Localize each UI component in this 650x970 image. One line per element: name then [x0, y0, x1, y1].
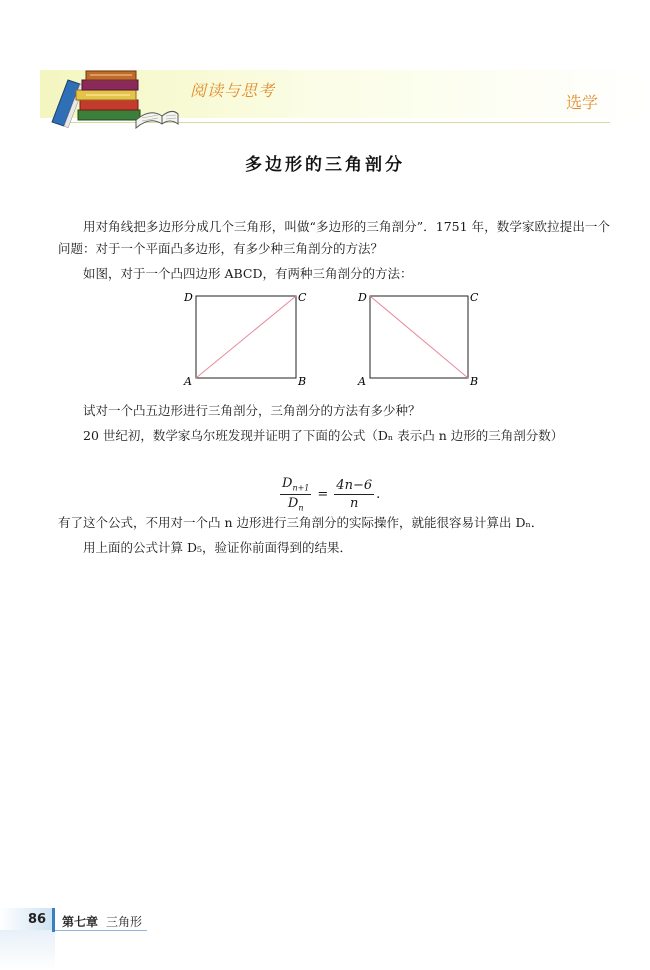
quadrilateral-figure — [178, 288, 498, 388]
paragraph-5: 有了这个公式，不用对一个凸 n 边形进行三角剖分的实际操作，就能很容易计算出 Dₙ． — [58, 515, 544, 530]
rhs-den: n — [350, 495, 359, 511]
left-label-c: C — [298, 291, 307, 304]
left-square — [183, 291, 307, 388]
right-diagonal — [370, 296, 468, 378]
paragraph-3: 试对一个凸五边形进行三角剖分，三角剖分的方法有多少种？ — [83, 403, 421, 418]
right-label-c: C — [470, 291, 479, 304]
section-title: 阅读与思考 — [190, 81, 276, 100]
formula-end: . — [376, 486, 381, 502]
left-label-b: B — [298, 375, 307, 388]
lhs-den-base: D — [287, 495, 299, 511]
chapter-label — [62, 913, 142, 930]
lhs-den-sub: n — [298, 503, 304, 513]
chapter-title: 三角形 — [106, 915, 143, 929]
right-label-b: B — [470, 375, 479, 388]
footer-divider — [52, 908, 55, 932]
rhs-num: 4n−6 — [336, 477, 373, 493]
paragraph-6: 用上面的公式计算 D₅，验证你前面得到的结果． — [83, 540, 353, 555]
formula-equals: = — [317, 486, 329, 502]
paragraph-2: 如图，对于一个凸四边形 ABCD，有两种三角剖分的方法： — [83, 266, 413, 281]
left-diagonal — [196, 296, 296, 378]
right-square — [357, 291, 479, 388]
elective-label: 选学 — [566, 93, 599, 112]
footer-edge — [0, 930, 55, 970]
urban-formula — [280, 474, 380, 514]
paragraph-1: 用对角线把多边形分成几个三角形，叫做“多边形的三角剖分”．1751 年，数学家欧拉提出一个问题：对于一个平面凸多边形，有多少种三角剖分的方法？ — [58, 219, 610, 256]
formula-rhs — [334, 478, 374, 511]
chapter-number: 第七章 — [62, 915, 99, 929]
right-label-a: A — [358, 375, 366, 388]
stacked-books-icon — [50, 62, 180, 130]
lhs-num-base: D — [282, 475, 293, 491]
right-label-d: D — [358, 291, 367, 304]
paragraph-4: 20 世纪初，数学家乌尔班发现并证明了下面的公式（Dₙ 表示凸 n 边形的三角剖分数） — [83, 428, 564, 443]
footer-underline — [55, 930, 147, 931]
left-label-a: A — [184, 375, 192, 388]
page-number: 86 — [28, 912, 47, 927]
left-label-d: D — [184, 291, 193, 304]
lhs-num-sub: n+1 — [292, 483, 310, 493]
formula-lhs — [280, 476, 311, 512]
page-title: 多边形的三角剖分 — [245, 155, 405, 175]
